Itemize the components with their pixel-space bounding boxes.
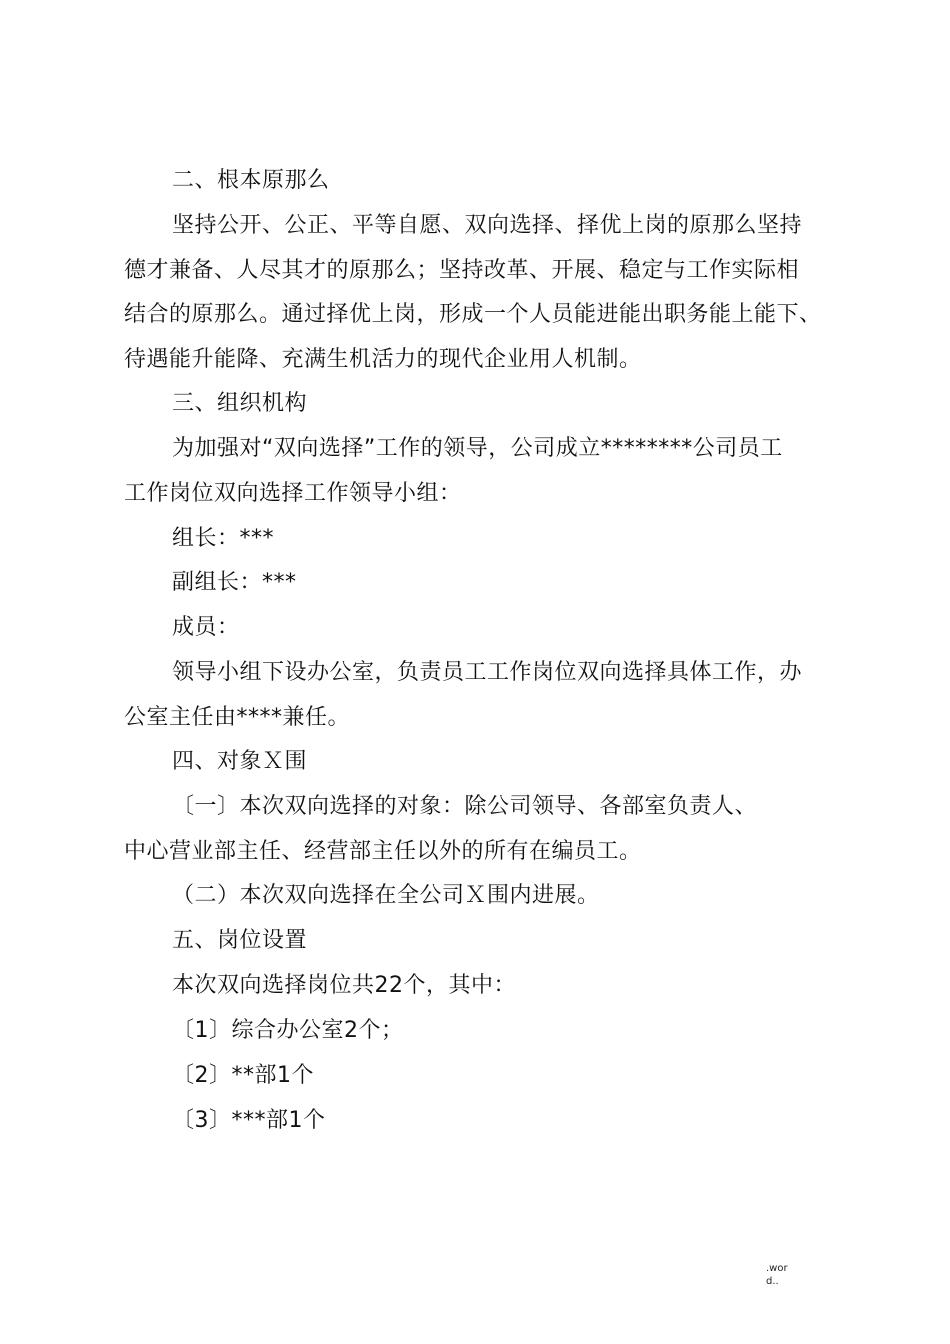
list-item: 〔1〕综合办公室2个； (172, 1018, 404, 1043)
paragraph-line: 待遇能升能降、充满生机活力的现代企业用人机制。 (124, 347, 642, 372)
deputy-leader-line: 副组长：*** (172, 570, 297, 595)
paragraph-line: 工作岗位双向选择工作领导小组： (124, 481, 462, 506)
paragraph-line: （二）本次双向选择在全公司Ｘ围内进展。 (172, 883, 600, 908)
list-item: 〔3〕***部1个 (172, 1108, 326, 1133)
paragraph-line: 本次双向选择岗位共22个，其中： (172, 973, 516, 998)
section-heading-2: 二、根本原那么 (172, 168, 330, 193)
section-heading-4: 四、对象Ｘ围 (172, 749, 308, 774)
paragraph-line: 为加强对“双向选择”工作的领导，公司成立********公司员工 (172, 436, 783, 461)
paragraph-line: 公室主任由****兼任。 (124, 705, 351, 730)
members-line: 成员： (172, 615, 240, 640)
paragraph-line: 领导小组下设办公室，负责员工工作岗位双向选择具体工作，办 (172, 660, 803, 685)
section-heading-5: 五、岗位设置 (172, 928, 308, 953)
page-footer: .word.. (766, 1263, 788, 1287)
paragraph-line: 中心营业部主任、经营部主任以外的所有在编员工。 (124, 839, 642, 864)
group-leader-line: 组长：*** (172, 526, 275, 551)
paragraph-line: 〔一〕本次双向选择的对象：除公司领导、各部室负责人、 (172, 794, 758, 819)
section-heading-3: 三、组织机构 (172, 391, 308, 416)
paragraph-line: 结合的原那么。通过择优上岗，形成一个人员能进能出职务能上能下、 (124, 302, 822, 327)
paragraph-line: 德才兼备、人尽其才的原那么；坚持改革、开展、稳定与工作实际相 (124, 258, 800, 283)
paragraph-line: 坚持公开、公正、平等自愿、双向选择、择优上岗的原那么坚持 (172, 213, 803, 238)
list-item: 〔2〕**部1个 (172, 1063, 314, 1088)
